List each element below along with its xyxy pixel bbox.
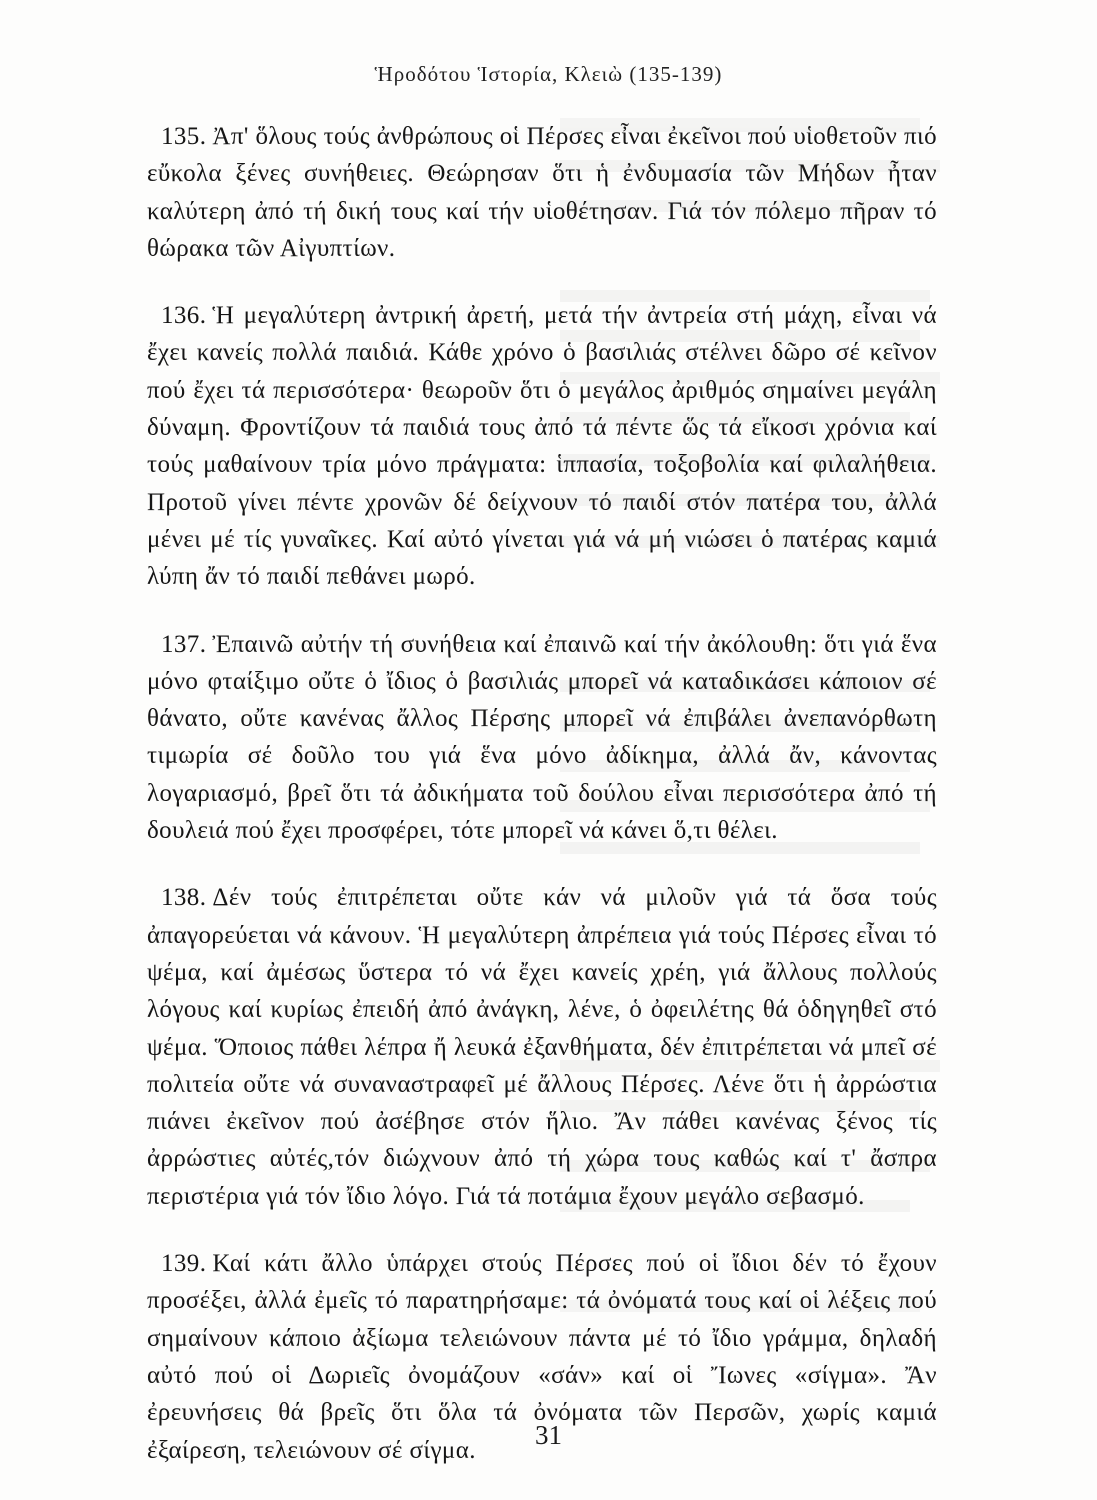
paragraph-number: 138. xyxy=(161,884,207,912)
paragraph-number: 137. xyxy=(161,630,207,658)
paragraph-135 xyxy=(147,118,937,267)
body-text xyxy=(147,118,937,1499)
paragraph-text: Ἀπ' ὅλους τούς ἀνθρώπους οἱ Πέρσες εἶναι ἐκεῖνοι πού υἱοθετοῦν πιό εὔκολα ξένες συνήθειες. Θεώρησαν ὅτι ἡ ἐνδυμασία τῶν Μήδων ἦταν καλύτερη ἀπό τή δική τους καί τήν υἱοθέτησαν. Γιά τόν πόλεμο πῆραν τό θώρακα τῶν Αἰγυπτίων. xyxy=(147,123,937,262)
paragraph-number: 139. xyxy=(161,1250,207,1278)
page-number: 31 xyxy=(535,1420,562,1450)
paragraph-text: Καί κάτι ἄλλο ὑπάρχει στούς Πέρσες πού οἱ ἴδιοι δέν τό ἔχουν προσέξει, ἀλλά ἐμεῖς τό παρατηρήσαμε: τά ὀνόματά τους καί οἱ λέξεις πού σημαίνουν κάποιο ἀξίωμα τελειώνουν πάντα μέ τό ἴδιο γράμμα, δηλαδή αὐτό πού οἱ Δωριεῖς ὀνομάζουν «σάν» καί οἱ Ἴωνες «σίγμα». Ἄν ἐρευνήσεις θά βρεῖς ὅτι ὅλα τά ὀνόματα τῶν Περσῶν, χωρίς καμιά ἐξαίρεση, τελειώνουν σέ σίγμα. xyxy=(147,1250,937,1464)
paragraph-text: Δέν τούς ἐπιτρέπεται οὔτε κάν νά μιλοῦν γιά τά ὅσα τούς ἀπαγορεύεται νά κάνουν. Ἡ μεγαλύτερη ἀπρέπεια γιά τούς Πέρσες εἶναι τό ψέμα, καί ἀμέσως ὕστερα τό νά ἔχει κανείς χρέη, γιά ἄλλους πολλούς λόγους καί κυρίως ἐπειδή ἀπό ἀνάγκη, λένε, ὁ ὀφειλέτης θά ὁδηγηθεῖ στό ψέμα. Ὅποιος πάθει λέπρα ἤ λευκά ἐξανθήματα, δέν ἐπιτρέπεται νά μπεῖ σέ πολιτεία οὔτε νά συναναστραφεῖ μέ ἄλλους Πέρσες. Λένε ὅτι ἡ ἀρρώστια πιάνει ἐκεῖνον πού ἀσέβησε στόν ἥλιο. Ἄν πάθει κανένας ξένος τίς ἀρρώστιες αὐτές,τόν διώχνουν ἀπό τή χώρα τους καθώς καί τ' ἄσπρα περιστέρια γιά τόν ἴδιο λόγο. Γιά τά ποτάμια ἔχουν μεγάλο σεβασμό. xyxy=(147,884,937,1210)
paragraph-number: 136. xyxy=(161,302,207,330)
paragraph-text: Ἐπαινῶ αὐτήν τή συνήθεια καί ἐπαινῶ καί τήν ἀκόλουθη: ὅτι γιά ἕνα μόνο φταίξιμο οὔτε ὁ ἴδιος ὁ βασιλιάς μπορεῖ νά καταδικάσει κάποιον σέ θάνατο, οὔτε κανένας ἄλλος Πέρσης μπορεῖ νά ἐπιβάλει ἀνεπανόρθωτη τιμωρία σέ δοῦλο του γιά ἕνα μόνο ἀδίκημα, ἀλλά ἄν, κάνοντας λογαριασμό, βρεῖ ὅτι τά ἀδικήματα τοῦ δούλου εἶναι περισσότερα ἀπό τή δουλειά πού ἔχει προσφέρει, τότε μπορεῖ νά κάνει ὅ,τι θέλει. xyxy=(147,630,937,845)
paragraph-number: 135. xyxy=(161,123,207,150)
running-title: Ἡροδότου Ἱστορία, Κλειὼ (135-139) xyxy=(374,62,723,86)
paragraph-138 xyxy=(147,879,937,1215)
paragraph-136 xyxy=(147,297,937,595)
paragraph-text: Ἡ μεγαλύτερη ἀντρική ἀρετή, μετά τήν ἀντρεία στή μάχη, εἶναι νά ἔχει κανείς πολλά παιδιά. Κάθε χρόνο ὁ βασιλιάς στέλνει δῶρο σέ κεῖνον πού ἔχει τά περισσότερα· θεωροῦν ὅτι ὁ μεγάλος ἀριθμός σημαίνει μεγάλη δύναμη. Φροντίζουν τά παιδιά τους ἀπό τά πέντε ὥς τά εἴκοσι χρόνια καί τούς μαθαίνουν τρία μόνο πράγματα: ἱππασία, τοξοβολία καί φιλαλήθεια. Προτοῦ γίνει πέντε χρονῶν δέ δείχνουν τό παιδί στόν πατέρα του, ἀλλά μένει μέ τίς γυναῖκες. Καί αὐτό γίνεται γιά νά μή νιώσει ὁ πατέρας καμιά λύπη ἄν τό παιδί πεθάνει μωρό. xyxy=(147,302,937,591)
paragraph-137 xyxy=(147,626,937,850)
